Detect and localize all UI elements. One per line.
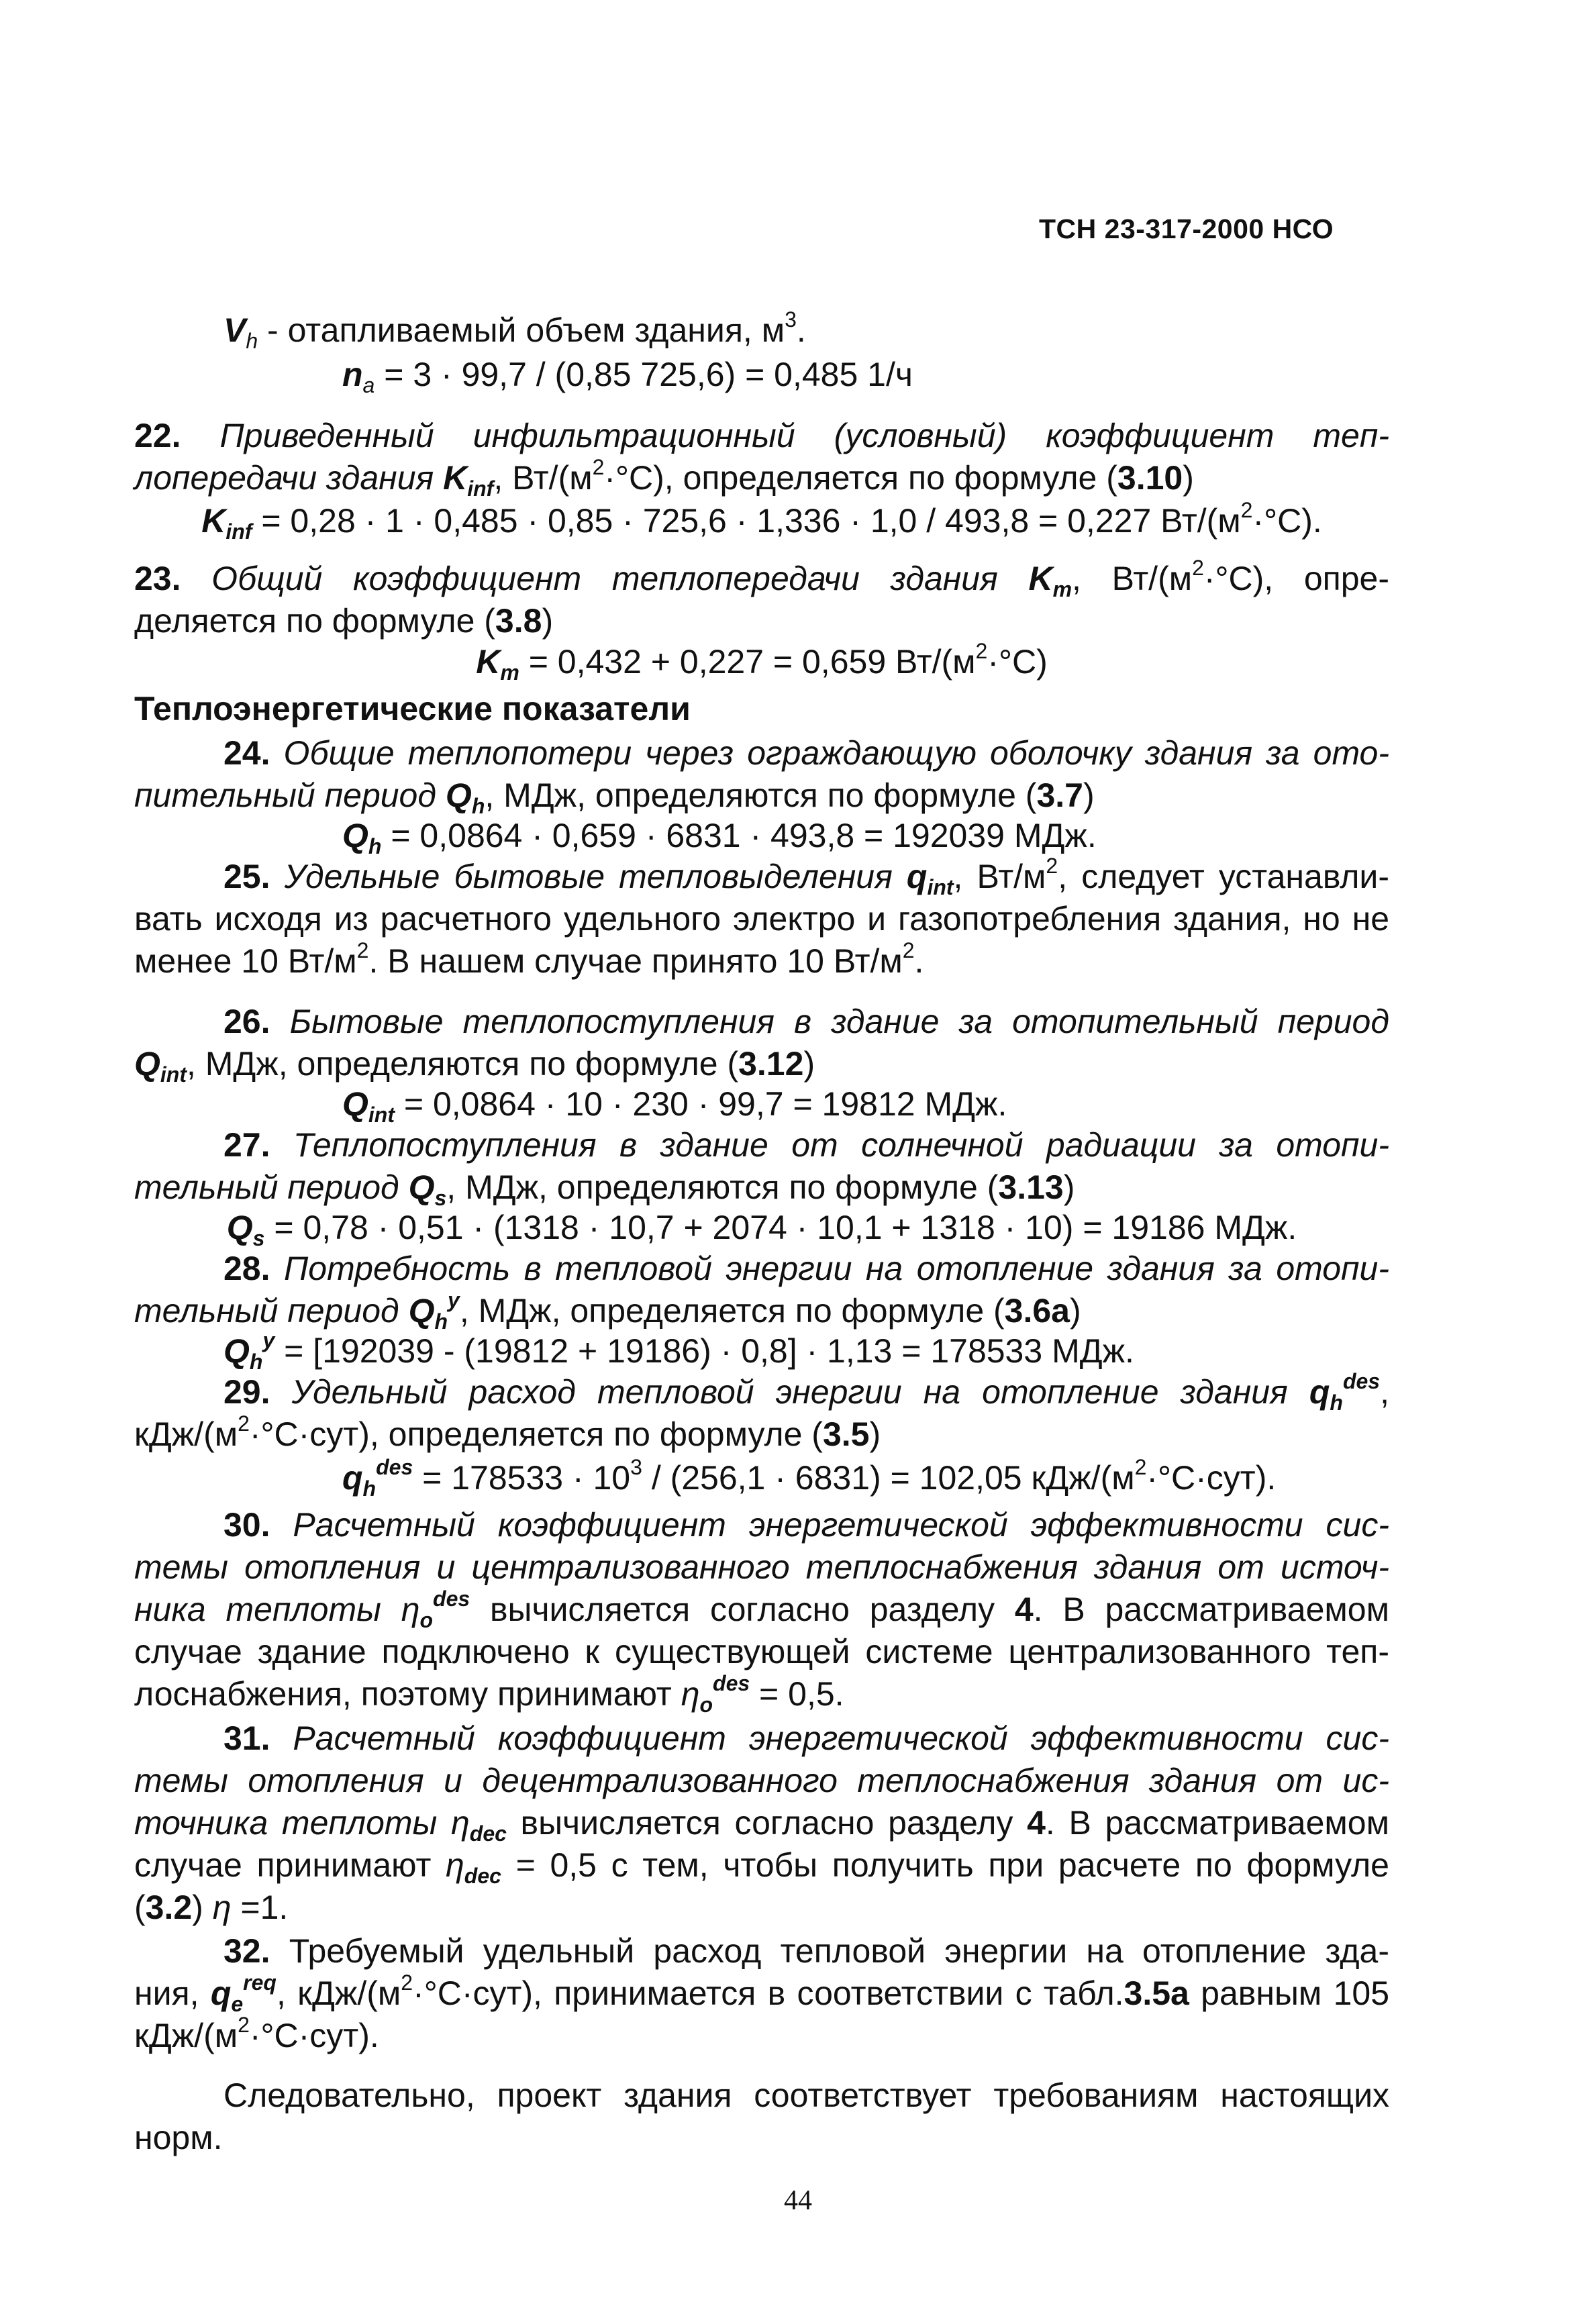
paragraph-30-line-2: темы отопления и централизованного теплоснабжения здания от источ- [134, 1548, 1389, 1586]
paragraph-29-line-2: кДж/$(м^2\cdot^\circ С\cdot сут)$, определяется по формуле (3.5) [134, 1411, 881, 1453]
paragraph-27-line-1: 27. Теплопоступления в здание от солнечной радиации за отопи- [223, 1126, 1389, 1164]
page-number: 44 [784, 2185, 812, 2216]
formula-line: $Q_h = 0,0864 \cdot 0,659 \cdot 6831 \cdot 493,8 = 192039$ МДж. [342, 817, 1097, 858]
paragraph-31-line-5: (3.2) η =1. [134, 1889, 289, 1926]
conclusion-line-2: норм. [134, 2119, 223, 2156]
paragraph-24-line-2: пительный период $Q_h$, МДж, определяются по формуле (3.7) [134, 777, 1095, 818]
symbol: V [223, 311, 246, 349]
paragraph-28-line-1: 28. Потребность в тепловой энергии на отопление здания за отопи- [223, 1250, 1389, 1287]
section-heading: Теплоэнергетические показатели [134, 690, 691, 728]
paragraph-32-line-2: ния, $q_e^{req}$, кДж/$(м^2\cdot^\circ С\cdot сут)$, принимается в соответствии с табл.3.5а равным 105 [134, 1970, 1390, 2016]
formula-line: $Q_s = 0,78 \cdot 0,51 \cdot (1318 \cdot 10,7 + 2074 \cdot 10,1 + 1318 \cdot 10) = 19186$ МДж. [226, 1209, 1297, 1250]
paragraph-28-line-2: тельный период $Q_h^y$, МДж, определяется по формуле (3.6а) [134, 1288, 1081, 1334]
paragraph-23-line-1: 23. Общий коэффициент теплопередачи здания $K_m$, $Вт/(м^2\cdot^\circ С)$, опре- [134, 556, 1389, 601]
formula-line: $K_m = 0,432 + 0,227 = 0,659$ $Вт/(м^2\cdot^\circ С)$ [476, 639, 1048, 685]
paragraph-25-line-2: вать исходя из расчетного удельного электро и газопотребления здания, но не [134, 900, 1389, 938]
paragraph-30-line-1: 30. Расчетный коэффициент энергетической эффективности сис- [223, 1506, 1389, 1544]
paragraph-31-line-2: темы отопления и децентрализованного теплоснабжения здания от ис- [134, 1762, 1389, 1799]
text-line: $V_h$ - отапливаемый объем здания, $м^3$. [223, 307, 806, 353]
paragraph-29-line-1: 29. Удельный расход тепловой энергии на отопление здания $q_h^{des}$, [223, 1369, 1389, 1415]
paragraph-22-line-2: лопередачи здания $K_{inf}$, $Вт/(м^2\cdot^\circ С)$, определяется по формуле (3.10) [134, 455, 1194, 501]
formula-line: $n_a = 3 \cdot 99,7 / (0,85$ 725,6) = 0,485 1/ч [342, 356, 913, 397]
paragraph-26-line-2: $Q_{int}$, МДж, определяются по формуле (3.12) [134, 1045, 815, 1087]
paragraph-30-line-5: лоснабжения, поэтому принимают $\eta_o^{des} = 0,5$. [134, 1671, 844, 1717]
paragraph-31-line-1: 31. Расчетный коэффициент энергетической эффективности сис- [223, 1719, 1389, 1757]
paragraph-24-line-1: 24. Общие теплопотери через ограждающую оболочку здания за ото- [223, 734, 1389, 772]
paragraph-22-line-1: 22. Приведенный инфильтрационный (условный) коэффициент теп- [134, 417, 1389, 454]
formula-line: $K_{inf} = 0,28 \cdot 1 \cdot 0,485 \cdot 0,85 \cdot 725,6 \cdot 1,336 \cdot 1,0 / 493,8 = 0,227$ $Вт/(м^2\cdot^\circ С)$. [201, 498, 1322, 544]
paragraph-27-line-2: тельный период $Q_s$, МДж, определяются по формуле (3.13) [134, 1168, 1075, 1210]
paragraph-31-line-3: точника теплоты $\eta_{dec}$ вычисляется согласно разделу 4. В рассматриваемом [134, 1804, 1389, 1846]
paragraph-30-line-3: ника теплоты $\eta_o^{des}$ вычисляется согласно разделу 4. В рассматриваемом [134, 1587, 1389, 1632]
document-code-header: ТСН 23-317-2000 НСО [1039, 213, 1334, 244]
paragraph-30-line-4: случае здание подключено к существующей системе централизованного теп- [134, 1633, 1389, 1670]
paragraph-23-line-2: деляется по формуле (3.8) [134, 602, 554, 640]
conclusion-line-1: Следовательно, проект здания соответствует требованиям настоящих [223, 2076, 1389, 2114]
paragraph-32-line-1: 32. Требуемый удельный расход тепловой энергии на отопление зда- [223, 1932, 1389, 1970]
formula-line: $q_h^{des} = 178533 \cdot 10^3 / (256,1 \cdot 6831) = 102,05$ кДж/$(м^2\cdot^\circ С\cdot сут)$. [342, 1455, 1277, 1501]
paragraph-25-line-3: менее 10 $Вт/м^2$. В нашем случае принято 10 $Вт/м^2$. [134, 938, 924, 980]
paragraph-31-line-4: случае принимают $\eta_{dec} = 0,5$ с тем, чтобы получить при расчете по формуле [134, 1846, 1389, 1888]
paragraph-32-line-3: кДж/$(м^2\cdot^\circ С\cdot сут)$. [134, 2013, 379, 2054]
formula-line: $Q_{int} = 0,0864 \cdot 10 \cdot 230 \cdot 99,7 = 19812$ МДж. [342, 1085, 1007, 1127]
paragraph-26-line-1: 26. Бытовые теплопоступления в здание за отопительный период [223, 1003, 1389, 1040]
paragraph-25-line-1: 25. Удельные бытовые тепловыделения $q_{int}$, $Вт/м^2$, следует устанавли- [223, 854, 1390, 899]
formula-line: $Q_h^y = [192039 - (19812 + 19186) \cdot 0,8] \cdot 1,13 = 178533$ МДж. [223, 1328, 1134, 1374]
